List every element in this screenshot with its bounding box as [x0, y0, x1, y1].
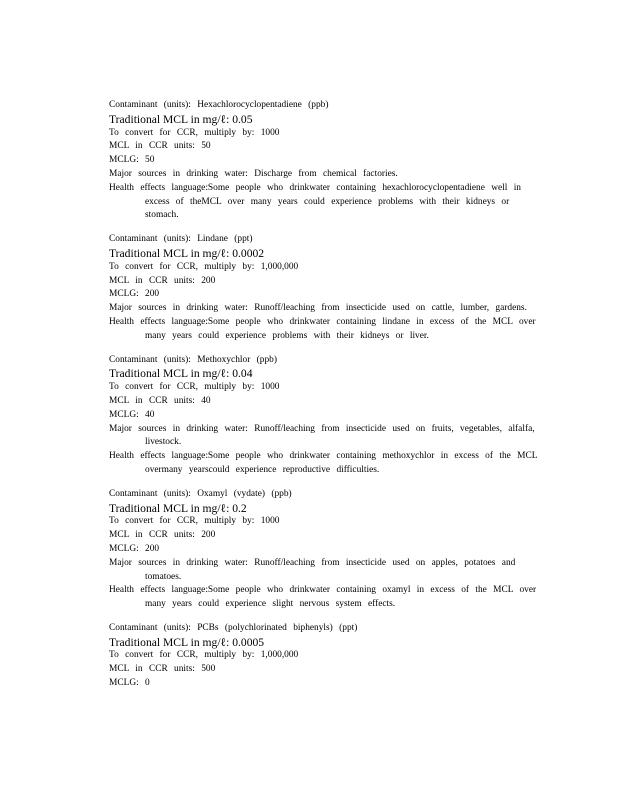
contaminant-entry-oxamyl	[109, 488, 549, 612]
mcl-ccr-units: MCL in CCR units: 50	[109, 141, 211, 152]
health-effects: Health effects language:Some people who drinkwater containing hexachlorocyclopentadiene well in excess of theMCL over many years could experience problems with their kidneys or stomach.	[109, 182, 521, 221]
traditional-mcl: Traditional MCL in mg/ℓ: 0.2	[109, 501, 247, 515]
convert-factor: To convert for CCR, multiply by: 1,000,000	[109, 261, 299, 272]
mcl-ccr-units: MCL in CCR units: 200	[109, 275, 216, 286]
major-sources: Major sources in drinking water: Runoff/leaching from insecticide used on apples, potatoes and tomatoes.	[109, 557, 516, 582]
mclg: MCLG: 0	[109, 678, 150, 689]
convert-factor: To convert for CCR, multiply by: 1,000,000	[109, 650, 299, 661]
major-sources: Major sources in drinking water: Runoff/leaching from insecticide used on cattle, lumber, gardens.	[109, 303, 527, 314]
contaminant-entry-methoxychlor	[109, 354, 549, 478]
mclg: MCLG: 50	[109, 155, 155, 166]
health-effects: Health effects language:Some people who drinkwater containing lindane in excess of the MCL over many years could experience problems with their kidneys or liver.	[109, 316, 536, 341]
mclg: MCLG: 40	[109, 409, 155, 420]
contaminant-entry-pcbs	[109, 622, 549, 691]
health-effects: Health effects language:Some people who drinkwater containing oxamyl in excess of the MCL over many years could experience slight nervous system effects.	[109, 585, 537, 610]
contaminant-name: Contaminant (units): Lindane (ppt)	[109, 234, 253, 245]
contaminant-name: Contaminant (units): Oxamyl (vydate) (ppb)	[109, 488, 292, 499]
mcl-ccr-units: MCL in CCR units: 40	[109, 395, 211, 406]
health-effects: Health effects language:Some people who drinkwater containing methoxychlor in excess of the MCL overmany yearscould experience reproductive difficulties.	[109, 451, 538, 475]
convert-factor: To convert for CCR, multiply by: 1000	[109, 127, 280, 138]
traditional-mcl: Traditional MCL in mg/ℓ: 0.05	[109, 112, 253, 126]
mcl-ccr-units: MCL in CCR units: 500	[109, 664, 216, 675]
traditional-mcl: Traditional MCL in mg/ℓ: 0.0005	[109, 635, 265, 649]
mcl-ccr-units: MCL in CCR units: 200	[109, 530, 216, 541]
traditional-mcl: Traditional MCL in mg/ℓ: 0.04	[109, 367, 253, 381]
major-sources: Major sources in drinking water: Discharge from chemical factories.	[109, 168, 398, 179]
convert-factor: To convert for CCR, multiply by: 1000	[109, 516, 280, 527]
contaminant-name: Contaminant (units): PCBs (polychlorinated biphenyls) (ppt)	[109, 622, 358, 633]
major-sources: Major sources in drinking water: Runoff/leaching from insecticide used on fruits, vegetables, alfalfa, livestock.	[109, 423, 535, 448]
convert-factor: To convert for CCR, multiply by: 1000	[109, 382, 280, 393]
contaminant-name: Contaminant (units): Hexachlorocyclopentadiene (ppb)	[109, 100, 329, 110]
traditional-mcl: Traditional MCL in mg/ℓ: 0.0002	[109, 246, 265, 260]
contaminant-entry-hexachlorocyclopentadiene	[109, 99, 549, 223]
mclg: MCLG: 200	[109, 543, 160, 554]
contaminant-name: Contaminant (units): Methoxychlor (ppb)	[109, 354, 277, 365]
mclg: MCLG: 200	[109, 289, 160, 300]
contaminant-list	[109, 99, 549, 701]
contaminant-entry-lindane	[109, 233, 549, 343]
